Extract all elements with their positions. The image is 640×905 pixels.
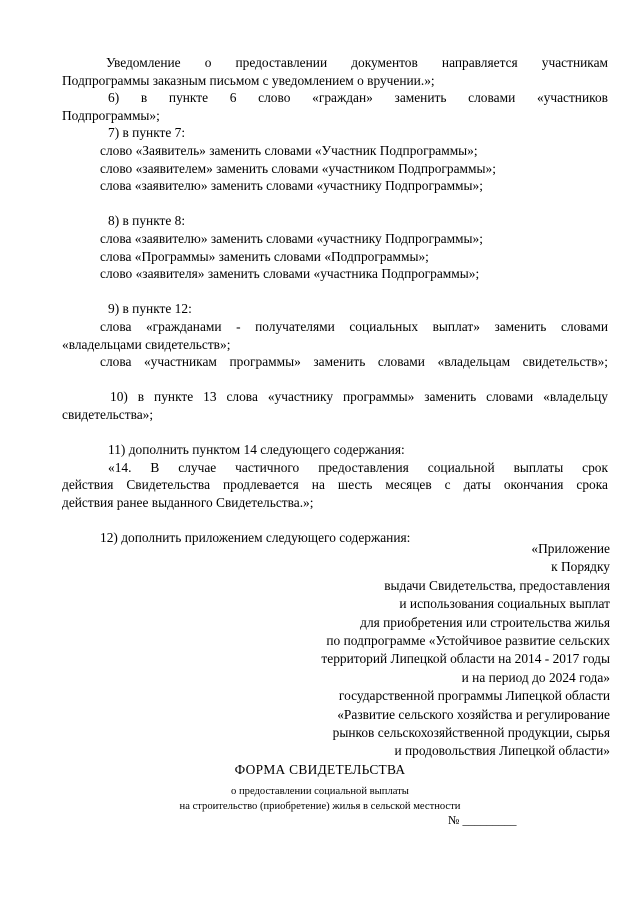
form-number: № _________ [448, 813, 517, 827]
item-7-line-b: слово «заявителем» заменить словами «участником Подпрограммы»; [100, 160, 496, 176]
paragraph-item-6-cont: Подпрограммы»; [62, 107, 160, 123]
item-8-line-c: слово «заявителя» заменить словами «участника Подпрограммы»; [100, 266, 480, 282]
paragraph-item-8: 8) в пункте 8: [108, 213, 186, 229]
appendix-line: «Развитие сельского хозяйства и регулирование [337, 706, 610, 722]
item-8-line-a: слова «заявителю» заменить словами «участнику Подпрограммы»; [100, 230, 483, 246]
appendix-line: территорий Липецкой области на 2014 - 2017 годы [321, 651, 610, 667]
item-7-line-a: слово «Заявитель» заменить словами «Участник Подпрограммы»; [100, 142, 478, 158]
form-subtitle: о предоставлении социальной выплаты [231, 786, 409, 797]
item-7-line-c: слова «заявителю» заменить словами «участнику Подпрограммы»; [100, 178, 483, 194]
item-9-line-b: слова «участникам программы» заменить словами «владельцам свидетельств»; [100, 354, 608, 370]
appendix-line: для приобретения или строительства жилья [360, 614, 610, 630]
paragraph-item-12: 12) дополнить приложением следующего содержания: [100, 530, 411, 546]
paragraph-item-6: 6) в пункте 6 слово «граждан» заменить словами «участников [108, 90, 608, 106]
appendix-line: «Приложение [531, 541, 610, 556]
item-14-text-end: действия ранее выданного Свидетельства.»; [62, 494, 314, 510]
appendix-line: выдачи Свидетельства, предоставления [384, 577, 610, 593]
paragraph-item-7: 7) в пункте 7: [108, 125, 186, 141]
paragraph-notification-cont: Подпрограммы заказным письмом с уведомлением о вручении.»; [62, 72, 435, 88]
paragraph-item-10-cont: свидетельства»; [62, 406, 154, 422]
form-title: ФОРМА СВИДЕТЕЛЬСТВА [234, 762, 406, 777]
paragraph-notification: Уведомление о предоставлении документов направляется участникам [106, 55, 608, 70]
appendix-line: рынков сельскохозяйственной продукции, сырья [332, 725, 610, 741]
form-subtitle-2: на строительство (приобретение) жилья в сельской местности [179, 801, 461, 812]
item-8-line-b: слова «Программы» заменить словами «Подпрограммы»; [100, 248, 429, 264]
paragraph-item-9: 9) в пункте 12: [108, 301, 192, 317]
appendix-line: государственной программы Липецкой области [338, 688, 610, 704]
appendix-line: и на период до 2024 года» [461, 669, 610, 685]
item-14-text: «14. В случае частичного предоставления социальной выплаты срок [108, 459, 608, 475]
item-9-line-a: слова «гражданами - получателями социальных выплат» заменить словами [100, 318, 608, 334]
appendix-line: к Порядку [551, 559, 610, 575]
item-14-text-cont: действия Свидетельства продлевается на шесть месяцев с даты окончания срока [62, 477, 608, 493]
amendments-text [62, 54, 608, 547]
appendix-line: по подпрограмме «Устойчивое развитие сельских [326, 633, 610, 649]
item-9-line-a-cont: «владельцами свидетельств»; [62, 336, 231, 352]
appendix-line: и использования социальных выплат [399, 596, 610, 612]
paragraph-item-11: 11) дополнить пунктом 14 следующего содержания: [108, 442, 405, 458]
appendix-line: и продовольствия Липецкой области» [394, 743, 610, 759]
appendix-header [210, 540, 610, 761]
paragraph-item-10: 10) в пункте 13 слова «участнику программы» заменить словами «владельцу [110, 389, 608, 405]
